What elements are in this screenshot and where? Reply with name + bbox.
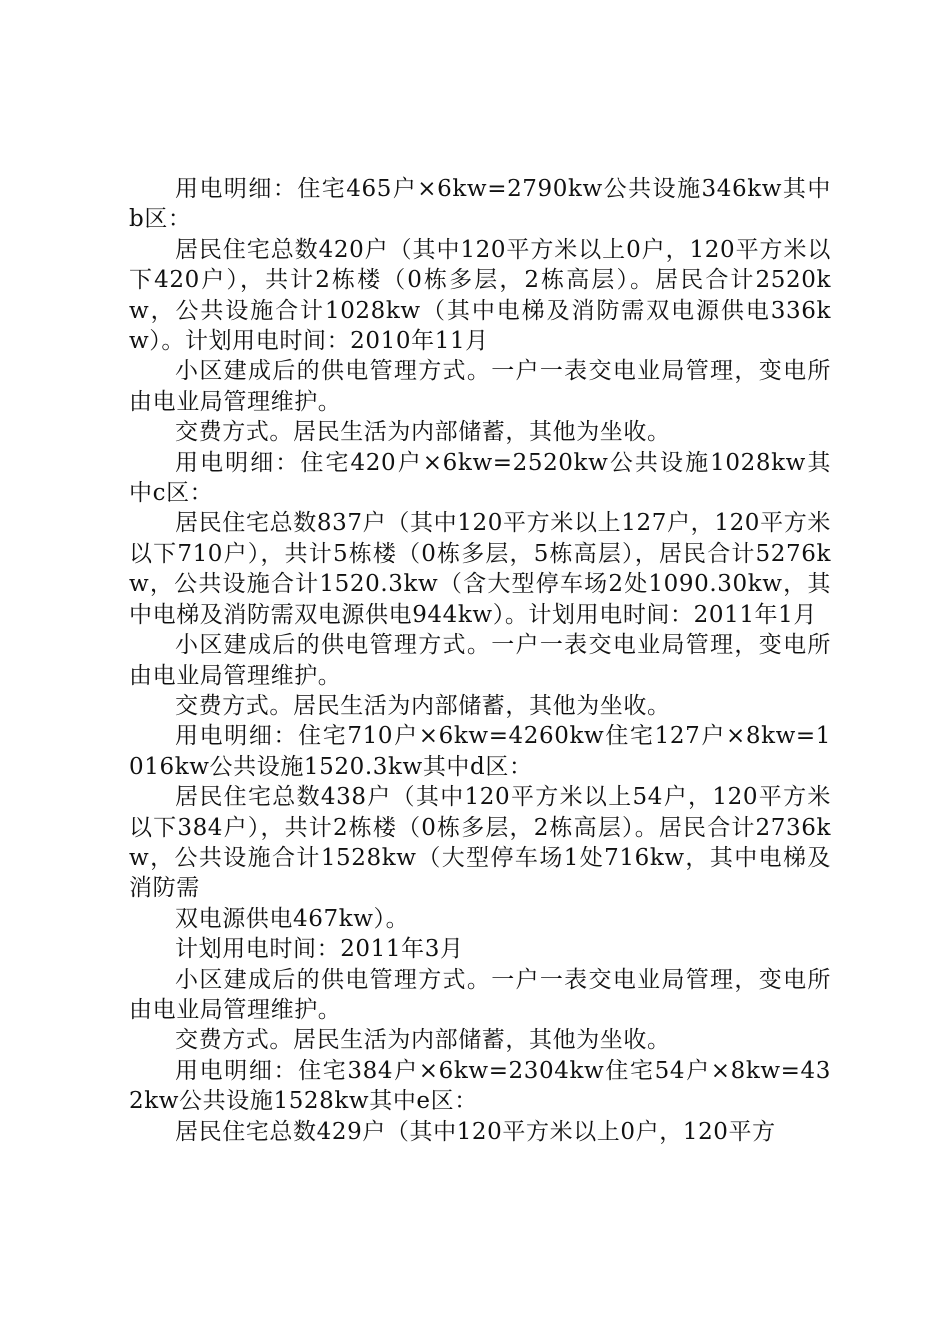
paragraph-supply-management: 小区建成后的供电管理方式。一户一表交电业局管理，变电所由电业局管理维护。 bbox=[129, 358, 831, 415]
paragraph-payment-method: 交费方式。居民生活为内部储蓄，其他为坐收。 bbox=[175, 419, 671, 446]
paragraph-zone-e-summary: 居民住宅总数429户（其中120平方米以上0户，120平方 bbox=[175, 1118, 776, 1145]
paragraph-usage-detail-c: 用电明细：住宅420户×6kw=2520kw公共设施1028kw其中c区： bbox=[129, 449, 831, 507]
paragraph-supply-management: 小区建成后的供电管理方式。一户一表交电业局管理，变电所由电业局管理维护。 bbox=[129, 632, 831, 689]
paragraph-usage-detail-b: 用电明细：住宅465户×6kw=2790kw公共设施346kw其中b区： bbox=[129, 176, 831, 233]
paragraph-usage-detail-d: 用电明细：住宅710户×6kw=4260kw住宅127户×8kw=1016kw公共设施1520.3kw其中d区： bbox=[129, 723, 831, 780]
paragraph-usage-detail-e: 用电明细：住宅384户×6kw=2304kw住宅54户×8kw=432kw公共设施1528kw其中e区： bbox=[129, 1057, 831, 1115]
paragraph-zone-c-summary: 居民住宅总数837户（其中120平方米以上127户，120平方米以下710户），共计5栋楼（0栋多层，5栋高层），居民合计5276kw，公共设施合计1520.3kw（含大型停车场2处1090.30kw，其中电梯及消防需双电源供电944kw）。计划用电时间：2011年1月 bbox=[129, 510, 831, 628]
paragraph-zone-d-summary: 居民住宅总数438户（其中120平方米以上54户，120平方米以下384户），共计2栋楼（0栋多层，2栋高层）。居民合计2736kw，公共设施合计1528kw（大型停车场1处716kw，其中电梯及消防需 bbox=[129, 784, 831, 902]
paragraph-supply-management: 小区建成后的供电管理方式。一户一表交电业局管理，变电所由电业局管理维护。 bbox=[129, 966, 831, 1023]
paragraph-zone-d-summary-cont: 双电源供电467kw）。 bbox=[175, 905, 410, 932]
paragraph-plan-time-d: 计划用电时间：2011年3月 bbox=[175, 936, 464, 963]
document-body bbox=[129, 174, 831, 1147]
paragraph-payment-method: 交费方式。居民生活为内部储蓄，其他为坐收。 bbox=[175, 692, 671, 719]
paragraph-zone-b-summary: 居民住宅总数420户（其中120平方米以上0户，120平方米以下420户），共计2栋楼（0栋多层，2栋高层）。居民合计2520kw，公共设施合计1028kw（其中电梯及消防需双电源供电336kw）。计划用电时间：2010年11月 bbox=[129, 236, 831, 355]
paragraph-payment-method: 交费方式。居民生活为内部储蓄，其他为坐收。 bbox=[175, 1027, 671, 1054]
